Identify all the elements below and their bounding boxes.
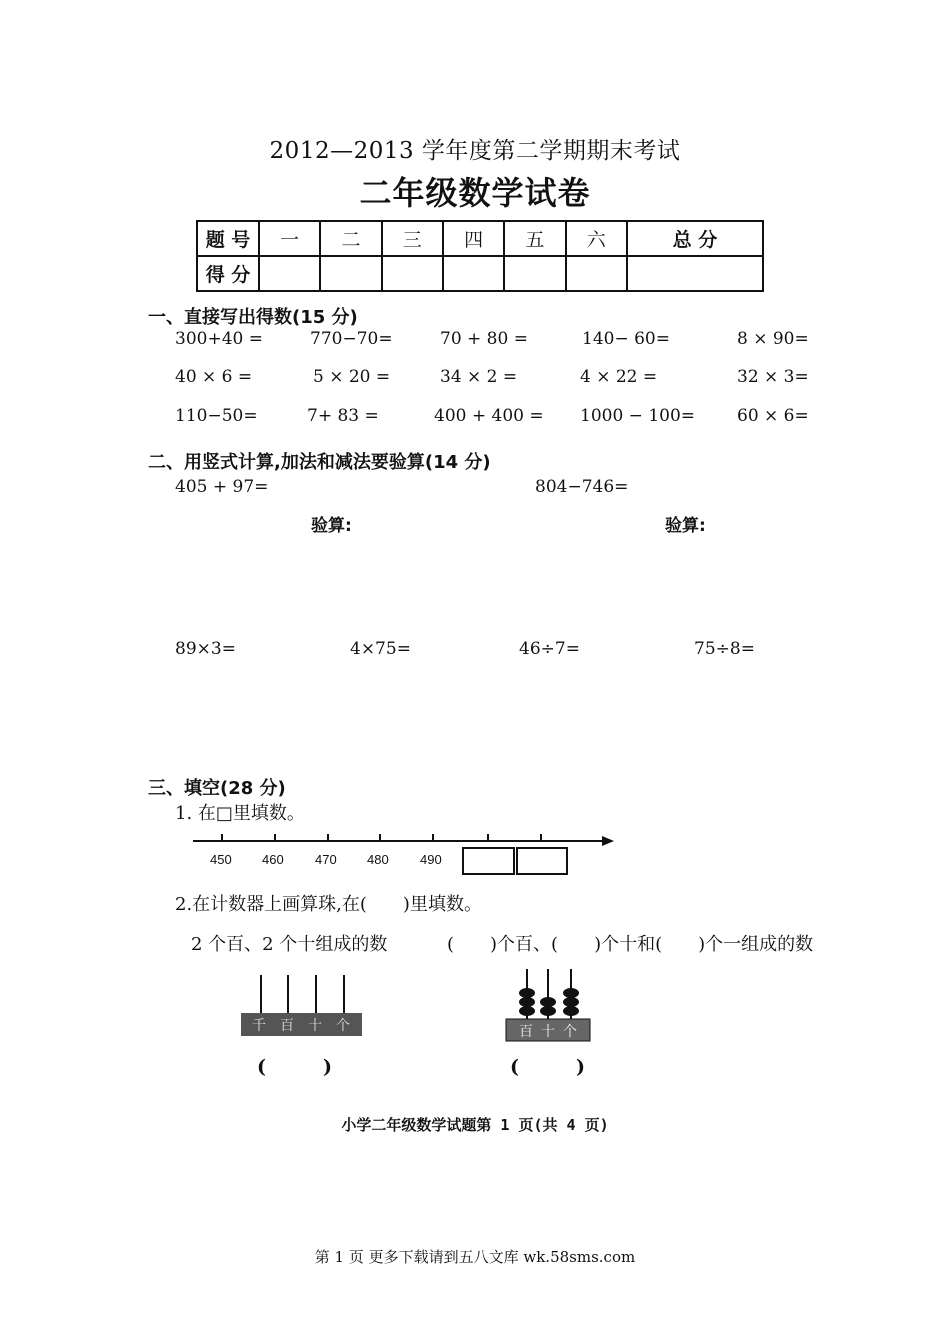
score-cell: 三 <box>382 221 443 256</box>
vertical-calc-a: 405 + 97= <box>175 477 269 497</box>
calc-item: 5 × 20 = <box>313 367 391 387</box>
abacus-label: 个 <box>336 1018 350 1034</box>
calc-item: 40 × 6 = <box>175 367 253 387</box>
score-cell: 六 <box>566 221 627 256</box>
download-note: 第 1 页 更多下载请到五八文库 wk.58sms.com <box>314 1248 636 1266</box>
tick-label: 490 <box>420 852 442 867</box>
calc-item: 60 × 6= <box>737 406 809 426</box>
vertical-calc-b: 804−746= <box>535 477 629 497</box>
section3-heading: 三、填空(28 分) <box>148 778 286 799</box>
section2-heading: 二、用竖式计算,加法和减法要验算(14 分) <box>148 452 491 473</box>
score-cell: 总 分 <box>627 221 763 256</box>
vertical-calc-item: 46÷7= <box>519 639 580 659</box>
calc-item: 300+40 = <box>175 329 263 349</box>
vertical-calc-item: 75÷8= <box>694 639 755 659</box>
score-cell: 四 <box>443 221 504 256</box>
calc-item: 70 + 80 = <box>440 329 528 349</box>
abacus-label: 个 <box>563 1024 577 1040</box>
exam-title: 二年级数学试卷 <box>359 174 591 212</box>
score-cell: 二 <box>320 221 381 256</box>
abacus-label: 十 <box>308 1018 322 1034</box>
score-cell-label: 题 号 <box>197 221 259 256</box>
answer-paren-right[interactable]: ( ) <box>510 1056 585 1078</box>
abacus-label: 百 <box>519 1024 533 1040</box>
score-cell: 五 <box>504 221 565 256</box>
check-label-a: 验算: <box>311 516 352 536</box>
question-2: 2.在计数器上画算珠,在( )里填数。 <box>175 894 482 915</box>
calc-item: 140− 60= <box>582 329 670 349</box>
exam-subtitle: 2012—2013 学年度第二学期期末考试 <box>269 138 681 164</box>
calc-item: 34 × 2 = <box>440 367 518 387</box>
score-cell: 一 <box>259 221 320 256</box>
score-cell-label: 得 分 <box>197 256 259 291</box>
calc-item: 1000 − 100= <box>580 406 696 426</box>
calc-item: 32 × 3= <box>737 367 809 387</box>
check-label-b: 验算: <box>665 516 706 536</box>
vertical-calc-item: 4×75= <box>350 639 411 659</box>
abacus-label: 十 <box>541 1024 555 1040</box>
question-2-right-text: ( )个百、( )个十和( )个一组成的数 <box>447 934 814 955</box>
calc-item: 400 + 400 = <box>434 406 544 426</box>
page-footer: 小学二年级数学试题第 1 页(共 4 页) <box>341 1116 609 1134</box>
tick-label: 450 <box>210 852 232 867</box>
abacus-label: 千 <box>252 1018 266 1034</box>
calc-item: 4 × 22 = <box>580 367 658 387</box>
section1-heading: 一、直接写出得数(15 分) <box>148 307 358 328</box>
tick-label: 460 <box>262 852 284 867</box>
answer-paren-left[interactable]: ( ) <box>257 1056 332 1078</box>
calc-item: 8 × 90= <box>737 329 809 349</box>
calc-item: 110−50= <box>175 406 258 426</box>
vertical-calc-item: 89×3= <box>175 639 236 659</box>
abacus-label: 百 <box>280 1018 294 1034</box>
tick-label: 480 <box>367 852 389 867</box>
calc-item: 7+ 83 = <box>307 406 379 426</box>
question-1: 1. 在□里填数。 <box>175 803 305 824</box>
tick-label: 470 <box>315 852 337 867</box>
question-2-left-text: 2 个百、2 个十组成的数 <box>191 934 388 955</box>
calc-item: 770−70= <box>310 329 393 349</box>
